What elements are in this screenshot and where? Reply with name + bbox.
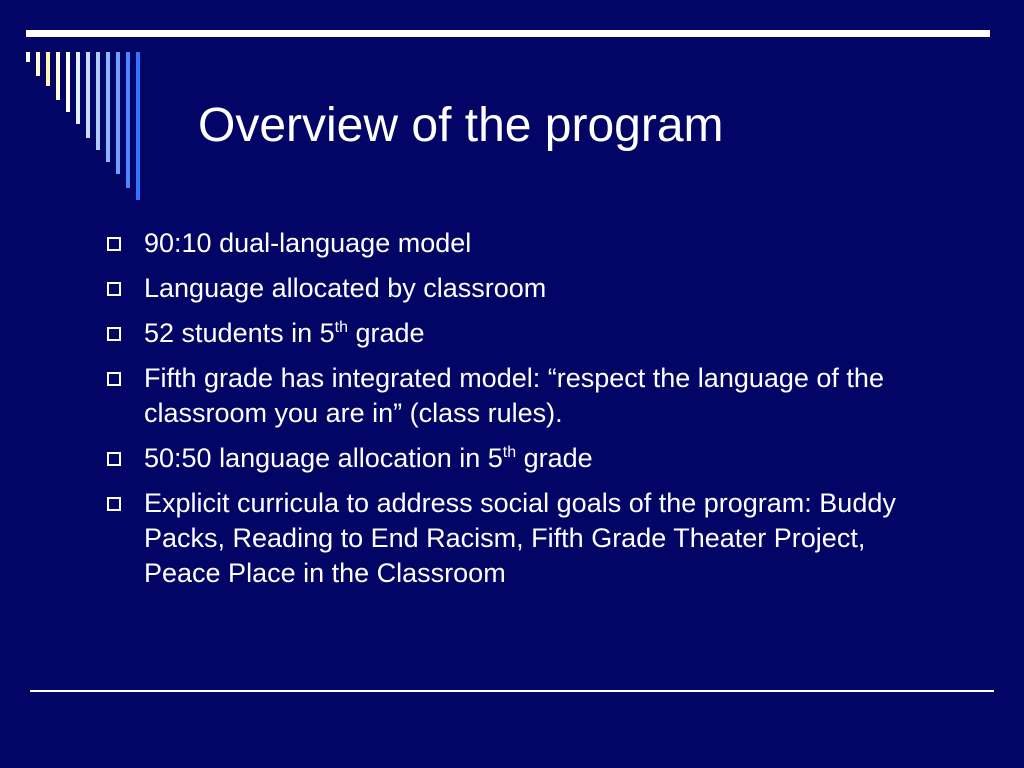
- bullet-item: [104, 486, 944, 591]
- bullet-text: 52 students in 5: [144, 318, 335, 348]
- stripe: [106, 52, 110, 162]
- decorative-stripes: [0, 0, 200, 210]
- stripe: [26, 52, 30, 62]
- bullet-item: [104, 316, 944, 351]
- bullet-text: Fifth grade has integrated model: “respect the language of the classroom you are in” (class rules).: [144, 363, 884, 428]
- stripe: [56, 52, 60, 100]
- bullet-item: [104, 441, 944, 476]
- stripe: [66, 52, 70, 112]
- square-bullet-icon: [107, 497, 121, 511]
- bullet-item: [104, 226, 944, 261]
- square-bullet-icon: [107, 452, 121, 466]
- bullet-item: [104, 361, 944, 431]
- bullet-text-suffix: grade: [516, 443, 593, 473]
- bullet-item: [104, 271, 944, 306]
- ordinal-superscript: th: [334, 319, 348, 336]
- slide-title: Overview of the program: [198, 99, 724, 152]
- stripe: [136, 52, 140, 200]
- bullet-list: [104, 226, 944, 601]
- stripe: [46, 52, 50, 86]
- bullet-text: Explicit curricula to address social goals of the program: Buddy Packs, Reading to End Racism, Fifth Grade Theater Project, Peace Place in the Classroom: [144, 488, 896, 588]
- stripe: [36, 52, 40, 76]
- square-bullet-icon: [107, 327, 121, 341]
- square-bullet-icon: [107, 237, 121, 251]
- bullet-text: 50:50 language allocation in 5: [144, 443, 503, 473]
- square-bullet-icon: [107, 282, 121, 296]
- stripe: [86, 52, 90, 138]
- stripe: [96, 52, 100, 150]
- ordinal-superscript: th: [502, 444, 517, 461]
- bullet-text: 90:10 dual-language model: [144, 228, 472, 258]
- bottom-rule: [30, 690, 994, 692]
- bullet-text-suffix: grade: [347, 318, 425, 348]
- stripe: [116, 52, 120, 174]
- bullet-text: Language allocated by classroom: [144, 273, 547, 303]
- stripe: [126, 52, 130, 188]
- stripe: [76, 52, 80, 124]
- square-bullet-icon: [107, 372, 121, 386]
